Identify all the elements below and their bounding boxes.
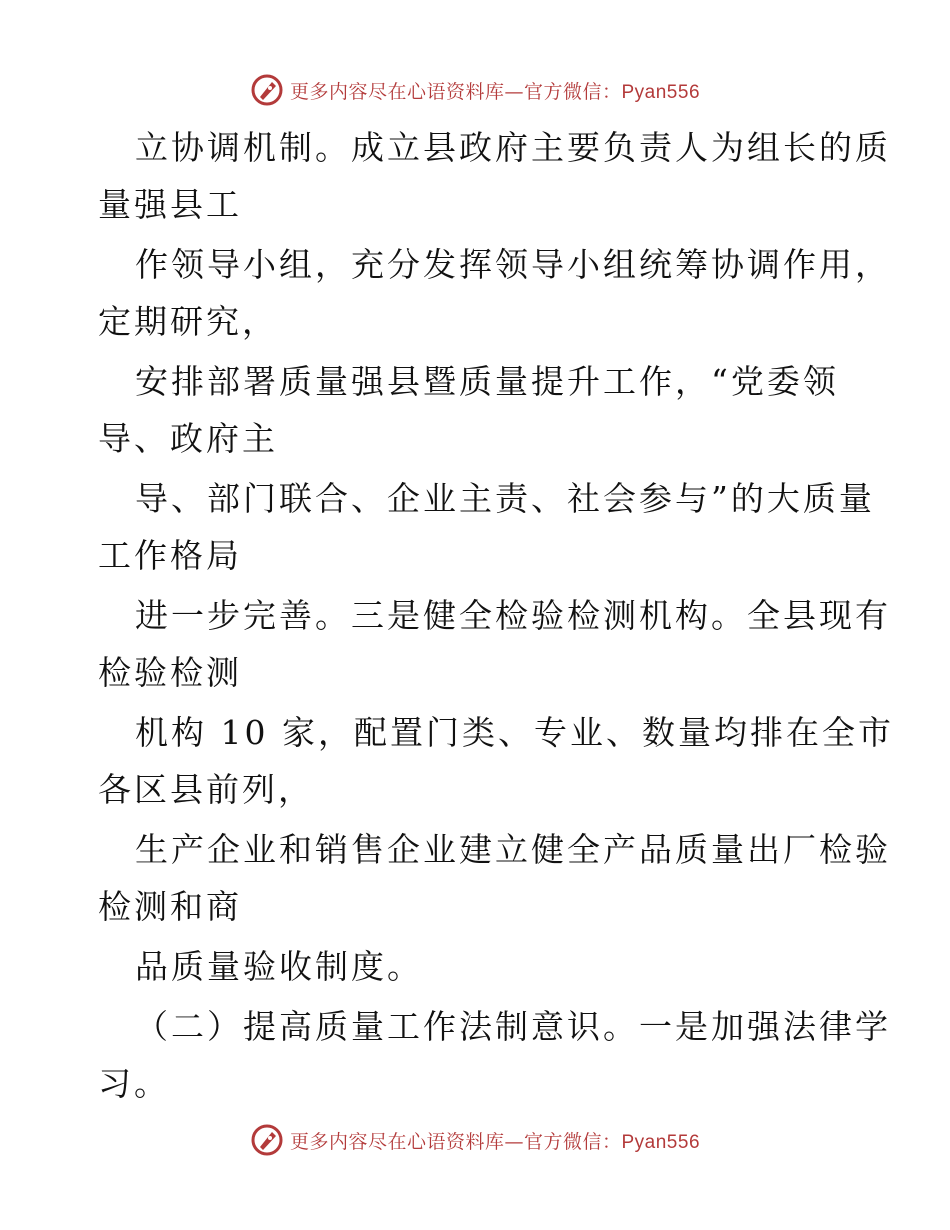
footer-watermark [0, 1120, 950, 1160]
text-line: （二）提高质量工作法制意识。一是加强法律学 [135, 1007, 891, 1046]
watermark-text: 更多内容尽在心语资料库—官方微信：Pyan556 [289, 80, 701, 103]
text-line: 作领导小组，充分发挥领导小组统筹协调作用， [135, 245, 891, 284]
watermark-wechat-id: Pyan556 [621, 81, 701, 103]
text-line: 机构 10 家，配置门类、专业、数量均排在全市 [135, 713, 894, 752]
text-line: 工作格局 [98, 536, 242, 575]
text-line: 检验检测 [98, 653, 242, 692]
watermark-wechat-id: Pyan556 [621, 1131, 701, 1153]
text-line: 安排部署质量强县暨质量提升工作，“党委领 [135, 362, 839, 401]
text-line: 定期研究， [98, 302, 278, 341]
text-line: 品质量验收制度。 [135, 947, 423, 986]
text-line: 立协调机制。成立县政府主要负责人为组长的质 [135, 128, 891, 167]
pen-nib-circle-icon [250, 1123, 284, 1157]
text-line: 生产企业和销售企业建立健全产品质量出厂检验 [135, 830, 891, 869]
text-line: 导、政府主 [98, 419, 278, 458]
text-line: 各区县前列， [98, 770, 314, 809]
text-line: 检测和商 [98, 887, 242, 926]
text-line: 导、部门联合、企业主责、社会参与”的大质量 [135, 479, 875, 518]
text-line: 量强县工 [98, 185, 242, 224]
watermark-text: 更多内容尽在心语资料库—官方微信：Pyan556 [289, 1130, 701, 1153]
text-line: 进一步完善。三是健全检验检测机构。全县现有 [135, 596, 891, 635]
text-line: 习。 [98, 1064, 170, 1103]
